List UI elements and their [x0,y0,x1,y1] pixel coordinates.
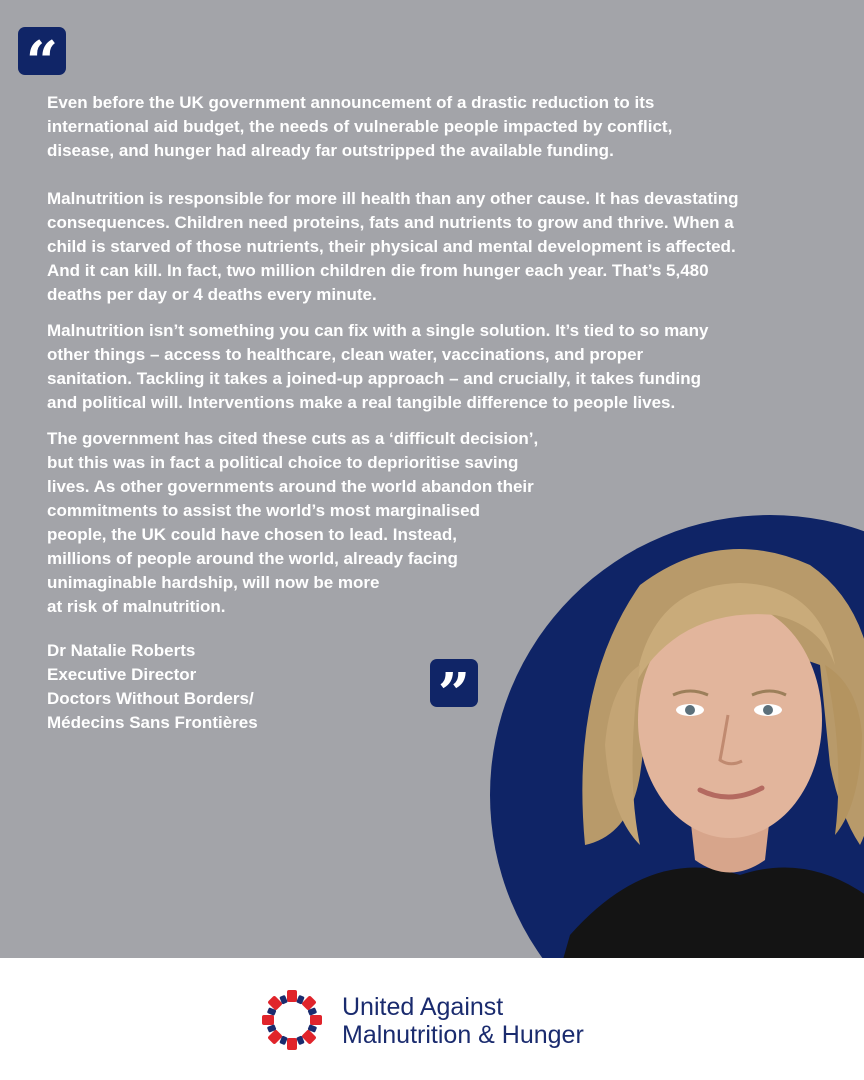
quote-paragraph: The government has cited these cuts as a ‘difficult decision’, but this was in fact a political choice to deprioritise saving lives. As other governments around the world abandon their commitments to assist the world’s most marginalised people, the UK could have chosen to lead. Instead, millions of people around the world, already facing unimaginable hardship, will now be more at risk of malnutrition. [47,429,539,616]
quote-paragraph: Malnutrition is responsible for more ill health than any other cause. It has devastating consequences. Children need proteins, fats and nutrients to grow and thrive. When a child is starved of those nutrients, their physical and mental development is affected. And it can kill. In fact, two million children die from hunger each year. That’s 5,480 deaths per day or 4 deaths every minute. [47,189,739,304]
quote-body [47,91,817,735]
logo-line1: United Against [342,993,504,1021]
signature-org-line2: Médecins Sans Frontières [47,713,258,732]
signature-title: Executive Director [47,665,197,684]
close-quote-icon: ” [430,659,478,707]
quote-paragraph: Malnutrition isn’t something you can fix with a single solution. It’s tied to so many other things – access to healthcare, clean water, vaccinations, and proper sanitation. Tackling it takes a joined-up approach – and crucially, it takes funding and political will. Interventions make a real tangible difference to people lives. [47,321,709,412]
signature-name: Dr Natalie Roberts [47,641,196,660]
signature-org-line1: Doctors Without Borders/ [47,689,254,708]
logo-line2: Malnutrition & Hunger [342,1021,584,1049]
open-quote-icon: “ [18,27,66,75]
quote-paragraph: Even before the UK government announcement of a drastic reduction to its international aid budget, the needs of vulnerable people impacted by conflict, disease, and hunger had already far outstripped the available funding. [47,93,673,160]
uamh-logo-icon [258,986,326,1054]
uamh-logo-text [342,993,584,1049]
